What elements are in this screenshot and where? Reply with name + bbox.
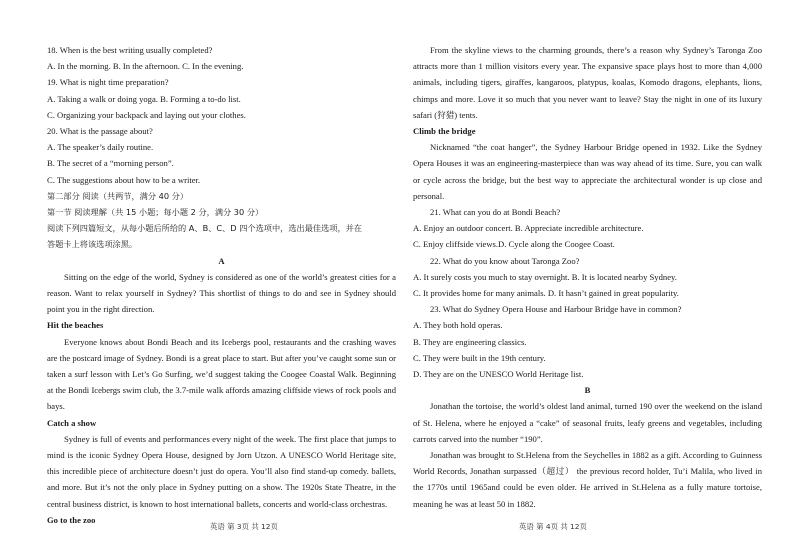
question-19-options-ab: A. Taking a walk or doing yoga. B. Forming a to-do list. [47,93,241,104]
paragraph-zoo: From the skyline views to the charming grounds, there’s a reason why Sydney’s Taronga Zoo attracts more than 1 million visitors every year. The expansive space plays host to more than 4,000 animals, including tigers, giraffes, kangaroos, platypus, koalas, Komodo dragons, elephants, lions, chimps and more. Love it so much that you never want to leave? Stay the night in one of its luxury safari (狩猎) tents. [413,45,762,120]
question-20-option-a: A. The speaker’s daily routine. [47,142,154,153]
question-23-option-c: C. They were built in the 19th century. [413,352,546,363]
paragraph-show: Sydney is full of events and performances every night of the week. The first place that jumps to mind is the iconic Sydney Opera House, designed by Jorn Utzon. A UNESCO World Heritage site, this incredible piece of architecture doesn’t just do opera. You’ll also find stand-up comedy. ballets, and more. But it’s not the only place in Sydney putting on a show. The 1920s State Theatre, in the central business district, is known to host international ballets, concerts and world-class orchestras. [47,433,396,509]
heading-go-to-the-zoo: Go to the zoo [47,514,96,525]
passage-a-intro: Sitting on the edge of the world, Sydney is considered as one of the world’s greatest cities for a reason. Want to relax yourself in Sydney? This shortlist of things to do and see in Sydney should point you in the right direction. [47,271,396,315]
question-21: 21. What can you do at Bondi Beach? [430,207,561,218]
instruction-line-2: 答题卡上将该选项涂黑。 [47,239,138,250]
question-22-options-ab: A. It surely costs you much to stay overnight. B. It is located nearby Sydney. [413,271,677,282]
passage-b-paragraph-2: Jonathan was brought to St.Helena from the Seychelles in 1882 as a gift. According to Guinness World Records, Jonathan surpassed（超过） the previous record holder, Tu’i Malila, who lived in the 1770s until 1965and could be even older. He arrived in St.Helena as a fully mature tortoise, meaning he was at least 50 in 1882. [413,450,762,509]
passage-a-label: A [218,255,225,266]
heading-climb-the-bridge: Climb the bridge [413,126,476,137]
question-23-option-a: A. They both hold operas. [413,320,503,331]
question-20-option-c: C. The suggestions about how to be a writer. [47,174,201,185]
section-one-title: 第一节 阅读理解（共 15 小题；每小题 2 分，满分 30 分） [47,207,264,218]
instruction-line-1: 阅读下列四篇短文，从每小题后所给的 A、B、C、D 四个选项中，选出最佳选项，并在 [47,223,363,234]
question-19-option-c: C. Organizing your backpack and laying out your clothes. [47,109,246,120]
question-20: 20. What is the passage about? [47,126,153,137]
question-21-options-cd: C. Enjoy cliffside views.D. Cycle along the Coogee Coast. [413,239,615,250]
question-22-options-cd: C. It provides home for many animals. D. It hasn’t gained in great popularity. [413,288,679,299]
question-18-options: A. In the morning. B. In the afternoon. C. In the evening. [47,61,244,72]
question-23-option-b: B. They are engineering classics. [413,336,527,347]
heading-catch-a-show: Catch a show [47,417,97,428]
question-23: 23. What do Sydney Opera House and Harbour Bridge have in common? [430,304,682,315]
question-19: 19. What is night time preparation? [47,77,169,88]
question-23-option-d: D. They are on the UNESCO World Heritage list. [413,369,584,380]
left-page [47,42,396,528]
heading-hit-the-beaches: Hit the beaches [47,320,104,331]
right-page [413,42,762,512]
page-footer-left: 英语 第 3页 共 12页 [210,522,278,531]
paragraph-bridge: Nicknamed “the coat hanger”, the Sydney Harbour Bridge opened in 1932. Like the Sydney Opera Houses it was an engineering-masterpiece than was way ahead of its time. Sure, you can walk or cycle across the bridge, but the best way to appreciate the architectural wonder is up close and personal. [413,142,762,201]
page-footer-right: 英语 第 4页 共 12页 [519,522,587,531]
question-22: 22. What do you know about Taronga Zoo? [430,255,580,266]
question-18: 18. When is the best writing usually completed? [47,45,213,55]
part-two-title: 第二部分 阅读（共两节，满分 40 分） [47,190,189,201]
passage-b-paragraph-1: Jonathan the tortoise, the world’s oldest land animal, turned 190 over the weekend on the island of St. Helena, where he enjoyed a “cake” of seasonal fruits, leafy greens and vegetables, including carrots carved into the number “190”. [413,401,762,444]
passage-b-label: B [584,385,591,396]
question-21-options-ab: A. Enjoy an outdoor concert. B. Appreciate incredible architecture. [413,223,644,234]
paragraph-beaches: Everyone knows about Bondi Beach and its Icebergs pool, restaurants and the crashing waves are the postcard image of Sydney. Bondi is a great place to start. But after you’ve caught some sun or taken a surf lesson with Let’s Go Surfing, we’d suggest taking the Coogee Coastal Walk. Beginning at the Bondi Icebergs swim club, the 3.7-mile walk affords amazing cliffside views of rock pools and bays. [47,336,396,412]
question-20-option-b: B. The secret of a “morning person”. [47,158,174,169]
